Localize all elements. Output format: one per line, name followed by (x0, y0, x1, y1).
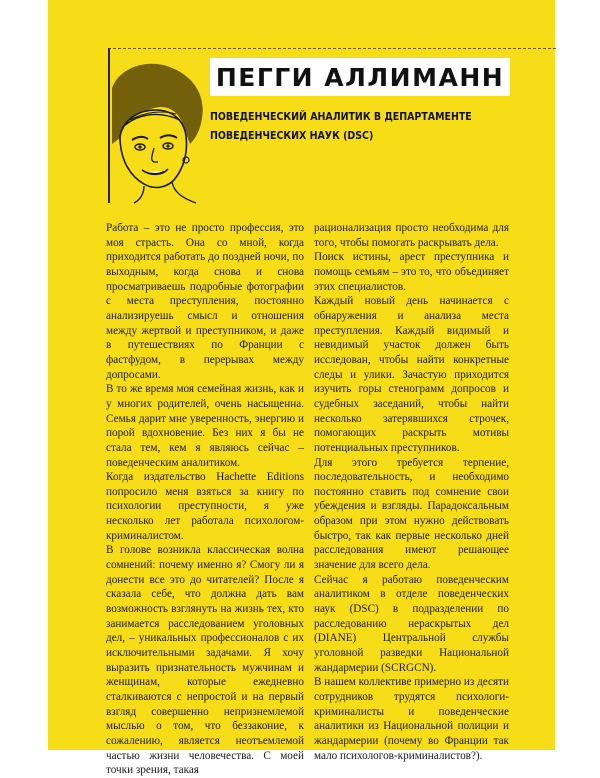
paragraph: В то же время моя семейная жизнь, как и у многих родителей, очень насыщенна. Семья дарит мне уверенность, энергию и порой вдохновение. Без них я бы не стала тем, кем я являюсь сейчас – поведенческим аналитиком. (106, 383, 304, 469)
paragraph: Для этого требуется терпение, последовательность, и необходимо постоянно ставить под сомнение свои убеждения и взгляды. Парадоксальным образом при этом нужно действовать быстро, так как первые несколько дней расследования имеют решающее значение для всего дела. (314, 456, 509, 572)
person-name: ПЕГГИ АЛЛИМАНН (215, 62, 505, 92)
paragraph: Поиск истины, арест преступника и помощь семьям – это то, что объединяет этих специалистов. (314, 251, 509, 293)
woman-portrait-icon (110, 48, 220, 203)
name-banner (210, 58, 510, 96)
job-title-line-2: ПОВЕДЕНЧЕСКИХ НАУК (DSC) (210, 130, 374, 142)
paragraph: Когда издательство Hachette Editions попросило меня взяться за книгу по психологии преступности, я уже несколько лет работала психологом-криминалистом. (106, 471, 304, 542)
text-column-left (106, 221, 304, 778)
book-page (48, 0, 555, 777)
paragraph: В голове возникла классическая волна сомнений: почему именно я? Смогу ли я донести все это до читателей? После я сказала себе, что должна дать вам возможность взглянуть на жизнь тех, кто занимается расследованием уголовных дел, – уникальных профессионалов с их исключительными задачами. Я хочу выразить признательность мужчинам и женщинам, которые ежедневно сталкиваются с непростой и на первый взгляд совершенно непризнемлемой мыслью о том, что беззаконие, к сожалению, является неотъемлемой частью жизни человечества. С моей точки зрения, такая (106, 544, 304, 777)
paragraph: Работа – это не просто профессия, это моя страсть. Она со мной, когда приходится работать до поздней ночи, по выходным, когда снова и снова просматриваешь подробные фотографии с места преступления, постоянно анализируешь смысл и отношения между жертвой и преступником, и даже в путешествиях по Франции с фастфудом, в перерывах между допросами. (106, 222, 304, 381)
portrait-illustration (108, 48, 220, 203)
text-column-right (314, 221, 509, 763)
job-title (210, 108, 520, 146)
paragraph: Каждый новый день начинается с обнаружения и анализа места преступления. Каждый видимый и невидимый участок должен быть исследован, чтобы найти конкретные следы и улики. Зачастую приходится изучить горы стенограмм допросов и судебных заседаний, чтобы найти несколько затерявшихся строчек, помогающих раскрыть мотивы потенциальных преступников. (314, 295, 509, 454)
paragraph: Сейчас я работаю поведенческим аналитиком в отделе поведенческих наук (DSC) в подразделении по расследованию нераскрытых дел (DIANE) Центральной службы уголовной разведки Национальной жандармерии (SCRGCN). (314, 573, 509, 674)
job-title-line-1: ПОВЕДЕНЧЕСКИЙ АНАЛИТИК В ДЕПАРТАМЕНТЕ (210, 111, 472, 123)
paragraph: рационализация просто необходима для того, чтобы помогать раскрывать дела. (314, 222, 509, 249)
paragraph: В нашем коллективе примерно из десяти сотрудников трудятся психологи-криминалисты и поведенческие аналитики из Национальной полиции и жандармерии (почему во Франции так мало психологов-криминалистов?). (314, 676, 509, 762)
